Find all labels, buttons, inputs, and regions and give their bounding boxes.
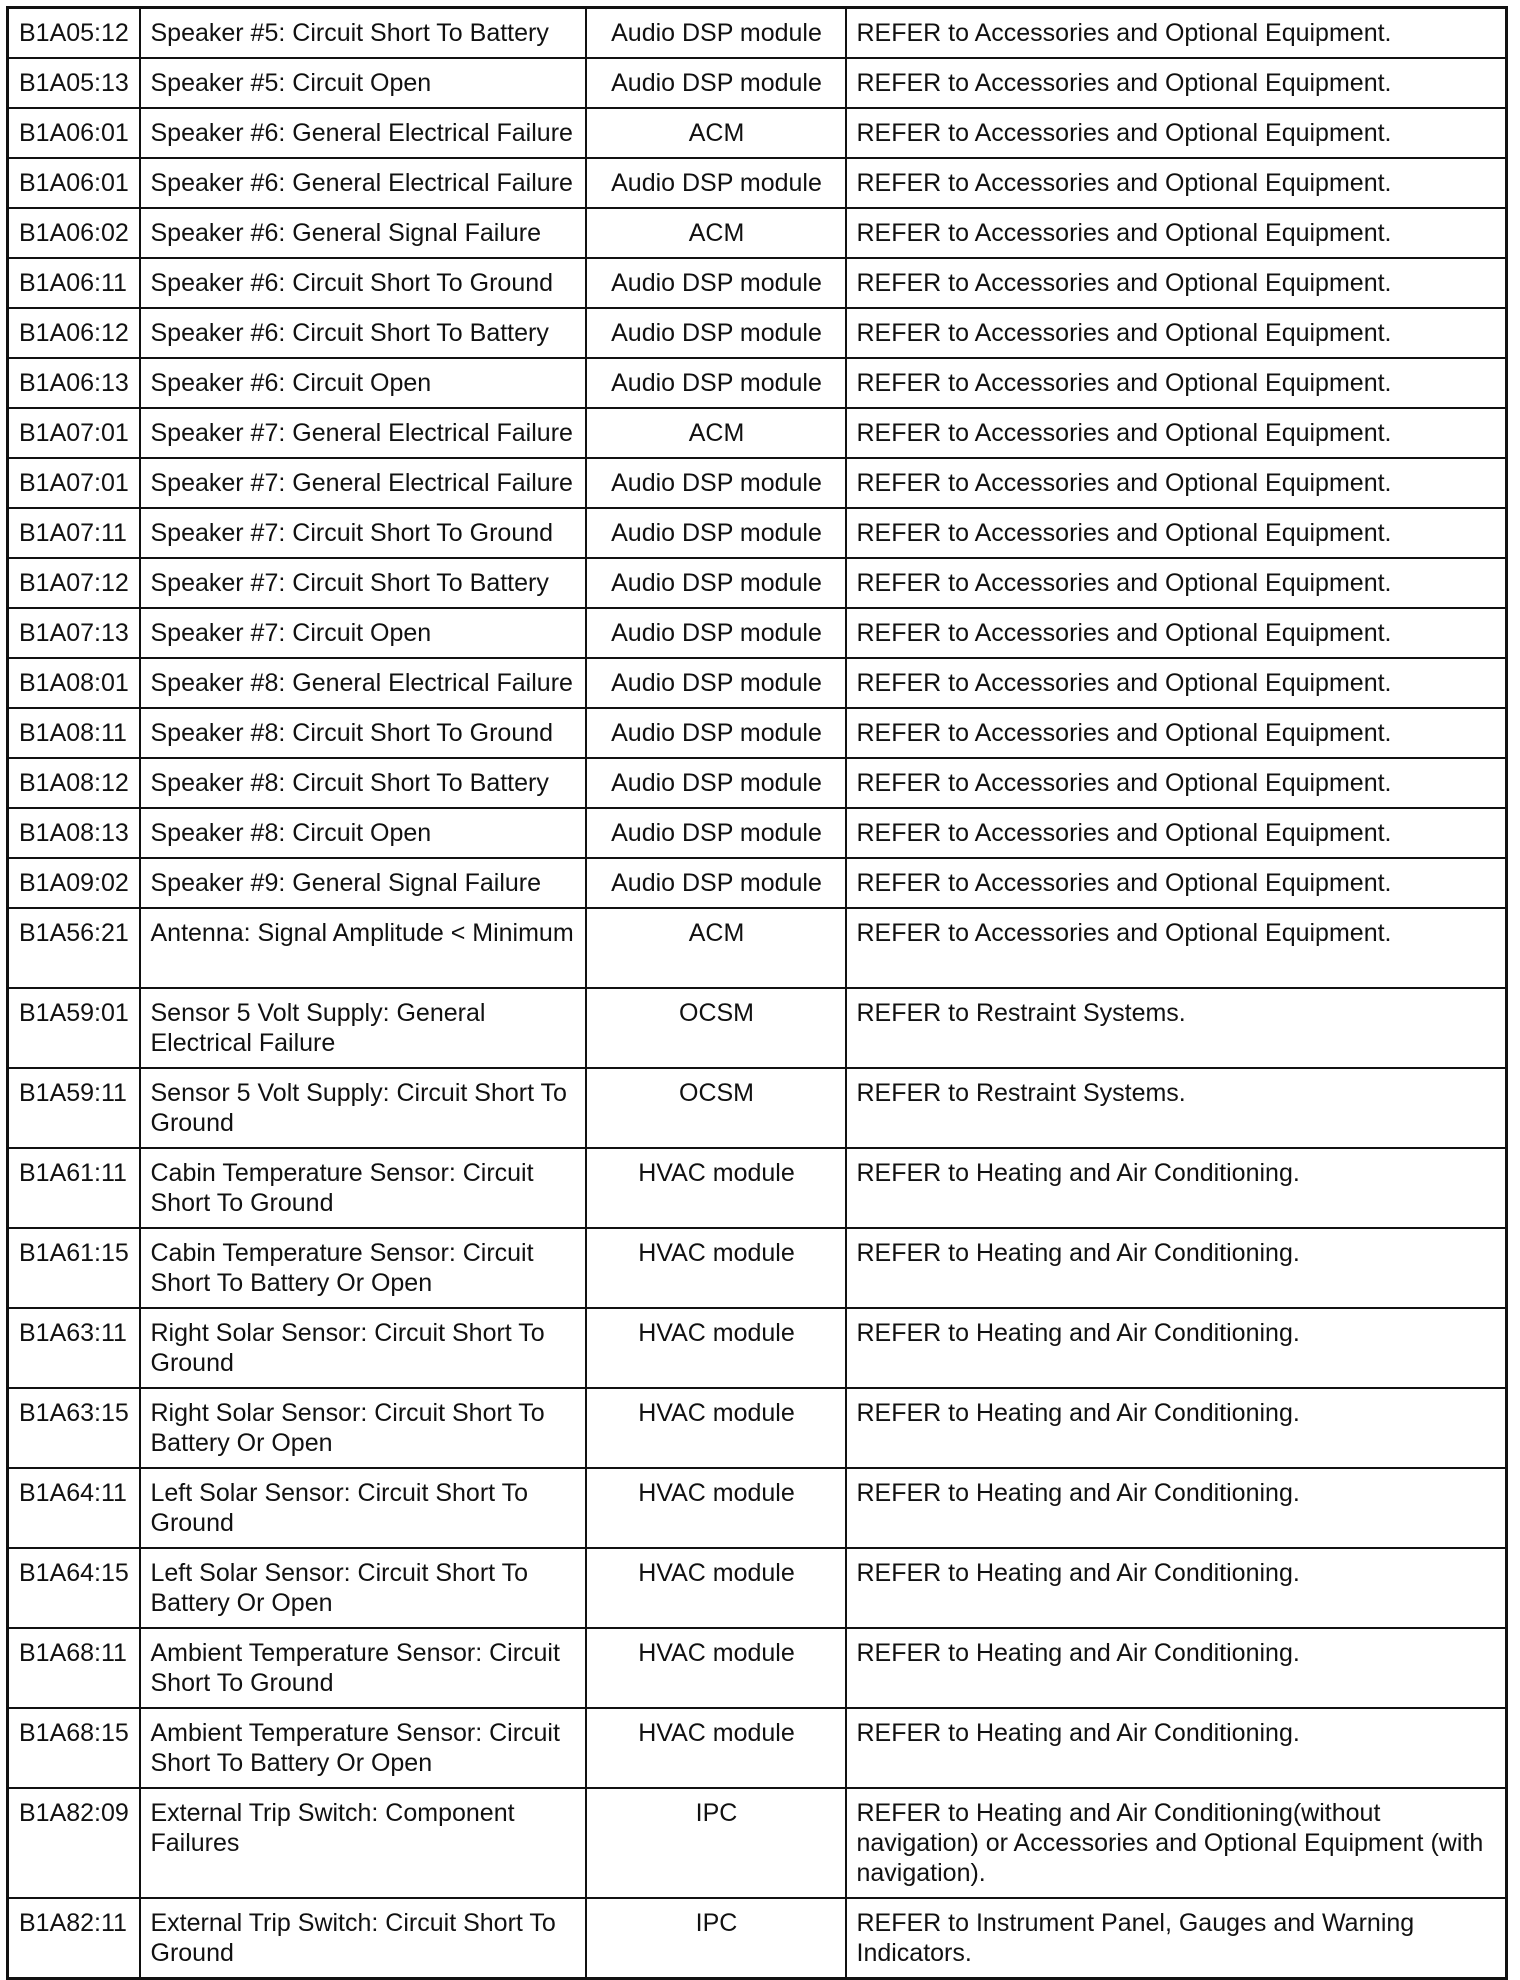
- dtc-code-cell: B1A06:01: [8, 158, 140, 208]
- module-cell: HVAC module: [586, 1628, 846, 1708]
- table-row: [8, 108, 1507, 158]
- description-cell: Speaker #8: General Electrical Failure: [140, 658, 586, 708]
- dtc-code-cell: B1A05:12: [8, 8, 140, 59]
- description-cell: Cabin Temperature Sensor: Circuit Short To Battery Or Open: [140, 1228, 586, 1308]
- description-cell: Speaker #6: General Electrical Failure: [140, 108, 586, 158]
- table-row: [8, 558, 1507, 608]
- table-row: [8, 1228, 1507, 1308]
- description-cell: Speaker #6: General Electrical Failure: [140, 158, 586, 208]
- description-cell: Speaker #7: General Electrical Failure: [140, 408, 586, 458]
- action-cell: REFER to Accessories and Optional Equipment.: [846, 458, 1507, 508]
- description-cell: Speaker #5: Circuit Open: [140, 58, 586, 108]
- description-cell: External Trip Switch: Circuit Short To Ground: [140, 1898, 586, 1979]
- module-cell: ACM: [586, 908, 846, 988]
- description-cell: Speaker #5: Circuit Short To Battery: [140, 8, 586, 59]
- action-cell: REFER to Accessories and Optional Equipment.: [846, 358, 1507, 408]
- action-cell: REFER to Accessories and Optional Equipment.: [846, 758, 1507, 808]
- dtc-code-cell: B1A56:21: [8, 908, 140, 988]
- description-cell: Right Solar Sensor: Circuit Short To Battery Or Open: [140, 1388, 586, 1468]
- dtc-code-cell: B1A06:12: [8, 308, 140, 358]
- table-row: [8, 658, 1507, 708]
- module-cell: Audio DSP module: [586, 158, 846, 208]
- table-row: [8, 908, 1507, 988]
- table-row: [8, 1068, 1507, 1148]
- module-cell: OCSM: [586, 988, 846, 1068]
- description-cell: Speaker #7: Circuit Short To Battery: [140, 558, 586, 608]
- action-cell: REFER to Restraint Systems.: [846, 1068, 1507, 1148]
- module-cell: Audio DSP module: [586, 558, 846, 608]
- action-cell: REFER to Heating and Air Conditioning.: [846, 1468, 1507, 1548]
- module-cell: Audio DSP module: [586, 8, 846, 59]
- module-cell: Audio DSP module: [586, 658, 846, 708]
- table-row: [8, 258, 1507, 308]
- description-cell: Speaker #9: General Signal Failure: [140, 858, 586, 908]
- action-cell: REFER to Accessories and Optional Equipment.: [846, 108, 1507, 158]
- action-cell: REFER to Accessories and Optional Equipment.: [846, 658, 1507, 708]
- dtc-code-cell: B1A08:11: [8, 708, 140, 758]
- table-row: [8, 708, 1507, 758]
- module-cell: Audio DSP module: [586, 858, 846, 908]
- table-row: [8, 988, 1507, 1068]
- action-cell: REFER to Accessories and Optional Equipment.: [846, 408, 1507, 458]
- module-cell: Audio DSP module: [586, 58, 846, 108]
- action-cell: REFER to Heating and Air Conditioning.: [846, 1228, 1507, 1308]
- action-cell: REFER to Heating and Air Conditioning.: [846, 1308, 1507, 1388]
- description-cell: Sensor 5 Volt Supply: General Electrical Failure: [140, 988, 586, 1068]
- description-cell: Speaker #6: Circuit Short To Battery: [140, 308, 586, 358]
- dtc-table: [6, 6, 1508, 1980]
- module-cell: Audio DSP module: [586, 808, 846, 858]
- action-cell: REFER to Accessories and Optional Equipment.: [846, 708, 1507, 758]
- description-cell: Speaker #8: Circuit Short To Ground: [140, 708, 586, 758]
- table-row: [8, 8, 1507, 59]
- dtc-code-cell: B1A07:11: [8, 508, 140, 558]
- dtc-code-cell: B1A68:15: [8, 1708, 140, 1788]
- module-cell: HVAC module: [586, 1228, 846, 1308]
- dtc-code-cell: B1A59:11: [8, 1068, 140, 1148]
- table-row: [8, 358, 1507, 408]
- description-cell: Cabin Temperature Sensor: Circuit Short To Ground: [140, 1148, 586, 1228]
- description-cell: Left Solar Sensor: Circuit Short To Ground: [140, 1468, 586, 1548]
- module-cell: HVAC module: [586, 1308, 846, 1388]
- description-cell: Speaker #6: Circuit Open: [140, 358, 586, 408]
- module-cell: Audio DSP module: [586, 608, 846, 658]
- table-row: [8, 458, 1507, 508]
- action-cell: REFER to Accessories and Optional Equipment.: [846, 58, 1507, 108]
- description-cell: Speaker #6: Circuit Short To Ground: [140, 258, 586, 308]
- description-cell: Speaker #6: General Signal Failure: [140, 208, 586, 258]
- dtc-table-sheet: [6, 6, 1505, 1980]
- description-cell: External Trip Switch: Component Failures: [140, 1788, 586, 1898]
- table-row: [8, 1548, 1507, 1628]
- module-cell: ACM: [586, 408, 846, 458]
- action-cell: REFER to Heating and Air Conditioning.: [846, 1148, 1507, 1228]
- action-cell: REFER to Heating and Air Conditioning.: [846, 1548, 1507, 1628]
- table-row: [8, 1628, 1507, 1708]
- description-cell: Right Solar Sensor: Circuit Short To Ground: [140, 1308, 586, 1388]
- module-cell: OCSM: [586, 1068, 846, 1148]
- table-row: [8, 1898, 1507, 1979]
- description-cell: Speaker #7: General Electrical Failure: [140, 458, 586, 508]
- action-cell: REFER to Accessories and Optional Equipment.: [846, 608, 1507, 658]
- action-cell: REFER to Accessories and Optional Equipment.: [846, 258, 1507, 308]
- description-cell: Sensor 5 Volt Supply: Circuit Short To Ground: [140, 1068, 586, 1148]
- module-cell: Audio DSP module: [586, 758, 846, 808]
- module-cell: Audio DSP module: [586, 308, 846, 358]
- table-row: [8, 508, 1507, 558]
- dtc-code-cell: B1A08:01: [8, 658, 140, 708]
- dtc-code-cell: B1A64:15: [8, 1548, 140, 1628]
- table-row: [8, 308, 1507, 358]
- table-row: [8, 1788, 1507, 1898]
- dtc-code-cell: B1A07:13: [8, 608, 140, 658]
- action-cell: REFER to Accessories and Optional Equipment.: [846, 808, 1507, 858]
- module-cell: Audio DSP module: [586, 258, 846, 308]
- table-row: [8, 408, 1507, 458]
- action-cell: REFER to Heating and Air Conditioning(without navigation) or Accessories and Optional Equipment (with navigation).: [846, 1788, 1507, 1898]
- dtc-code-cell: B1A63:15: [8, 1388, 140, 1468]
- table-row: [8, 608, 1507, 658]
- module-cell: HVAC module: [586, 1388, 846, 1468]
- dtc-code-cell: B1A63:11: [8, 1308, 140, 1388]
- module-cell: HVAC module: [586, 1468, 846, 1548]
- table-row: [8, 158, 1507, 208]
- table-row: [8, 1308, 1507, 1388]
- action-cell: REFER to Accessories and Optional Equipment.: [846, 308, 1507, 358]
- dtc-code-cell: B1A61:15: [8, 1228, 140, 1308]
- dtc-code-cell: B1A06:01: [8, 108, 140, 158]
- dtc-code-cell: B1A82:11: [8, 1898, 140, 1979]
- table-row: [8, 1148, 1507, 1228]
- action-cell: REFER to Heating and Air Conditioning.: [846, 1708, 1507, 1788]
- action-cell: REFER to Instrument Panel, Gauges and Warning Indicators.: [846, 1898, 1507, 1979]
- table-row: [8, 1388, 1507, 1468]
- table-row: [8, 808, 1507, 858]
- action-cell: REFER to Accessories and Optional Equipment.: [846, 158, 1507, 208]
- action-cell: REFER to Accessories and Optional Equipment.: [846, 858, 1507, 908]
- module-cell: IPC: [586, 1898, 846, 1979]
- action-cell: REFER to Accessories and Optional Equipment.: [846, 908, 1507, 988]
- dtc-code-cell: B1A05:13: [8, 58, 140, 108]
- dtc-table-body: [8, 8, 1507, 1979]
- module-cell: HVAC module: [586, 1548, 846, 1628]
- module-cell: Audio DSP module: [586, 708, 846, 758]
- description-cell: Speaker #7: Circuit Open: [140, 608, 586, 658]
- dtc-code-cell: B1A59:01: [8, 988, 140, 1068]
- action-cell: REFER to Restraint Systems.: [846, 988, 1507, 1068]
- table-row: [8, 208, 1507, 258]
- action-cell: REFER to Accessories and Optional Equipment.: [846, 508, 1507, 558]
- dtc-code-cell: B1A68:11: [8, 1628, 140, 1708]
- table-row: [8, 58, 1507, 108]
- module-cell: HVAC module: [586, 1708, 846, 1788]
- dtc-code-cell: B1A64:11: [8, 1468, 140, 1548]
- dtc-code-cell: B1A07:12: [8, 558, 140, 608]
- description-cell: Antenna: Signal Amplitude < Minimum: [140, 908, 586, 988]
- table-row: [8, 1468, 1507, 1548]
- description-cell: Ambient Temperature Sensor: Circuit Short To Ground: [140, 1628, 586, 1708]
- description-cell: Speaker #7: Circuit Short To Ground: [140, 508, 586, 558]
- dtc-code-cell: B1A82:09: [8, 1788, 140, 1898]
- table-row: [8, 858, 1507, 908]
- description-cell: Left Solar Sensor: Circuit Short To Battery Or Open: [140, 1548, 586, 1628]
- action-cell: REFER to Heating and Air Conditioning.: [846, 1628, 1507, 1708]
- dtc-code-cell: B1A06:02: [8, 208, 140, 258]
- dtc-code-cell: B1A09:02: [8, 858, 140, 908]
- module-cell: Audio DSP module: [586, 358, 846, 408]
- module-cell: IPC: [586, 1788, 846, 1898]
- dtc-code-cell: B1A08:12: [8, 758, 140, 808]
- module-cell: HVAC module: [586, 1148, 846, 1228]
- action-cell: REFER to Heating and Air Conditioning.: [846, 1388, 1507, 1468]
- action-cell: REFER to Accessories and Optional Equipment.: [846, 8, 1507, 59]
- description-cell: Speaker #8: Circuit Short To Battery: [140, 758, 586, 808]
- dtc-code-cell: B1A07:01: [8, 458, 140, 508]
- module-cell: Audio DSP module: [586, 508, 846, 558]
- description-cell: Ambient Temperature Sensor: Circuit Short To Battery Or Open: [140, 1708, 586, 1788]
- dtc-code-cell: B1A61:11: [8, 1148, 140, 1228]
- dtc-code-cell: B1A08:13: [8, 808, 140, 858]
- description-cell: Speaker #8: Circuit Open: [140, 808, 586, 858]
- action-cell: REFER to Accessories and Optional Equipment.: [846, 208, 1507, 258]
- action-cell: REFER to Accessories and Optional Equipment.: [846, 558, 1507, 608]
- module-cell: ACM: [586, 108, 846, 158]
- table-row: [8, 758, 1507, 808]
- table-row: [8, 1708, 1507, 1788]
- dtc-code-cell: B1A06:11: [8, 258, 140, 308]
- dtc-code-cell: B1A07:01: [8, 408, 140, 458]
- module-cell: ACM: [586, 208, 846, 258]
- dtc-code-cell: B1A06:13: [8, 358, 140, 408]
- module-cell: Audio DSP module: [586, 458, 846, 508]
